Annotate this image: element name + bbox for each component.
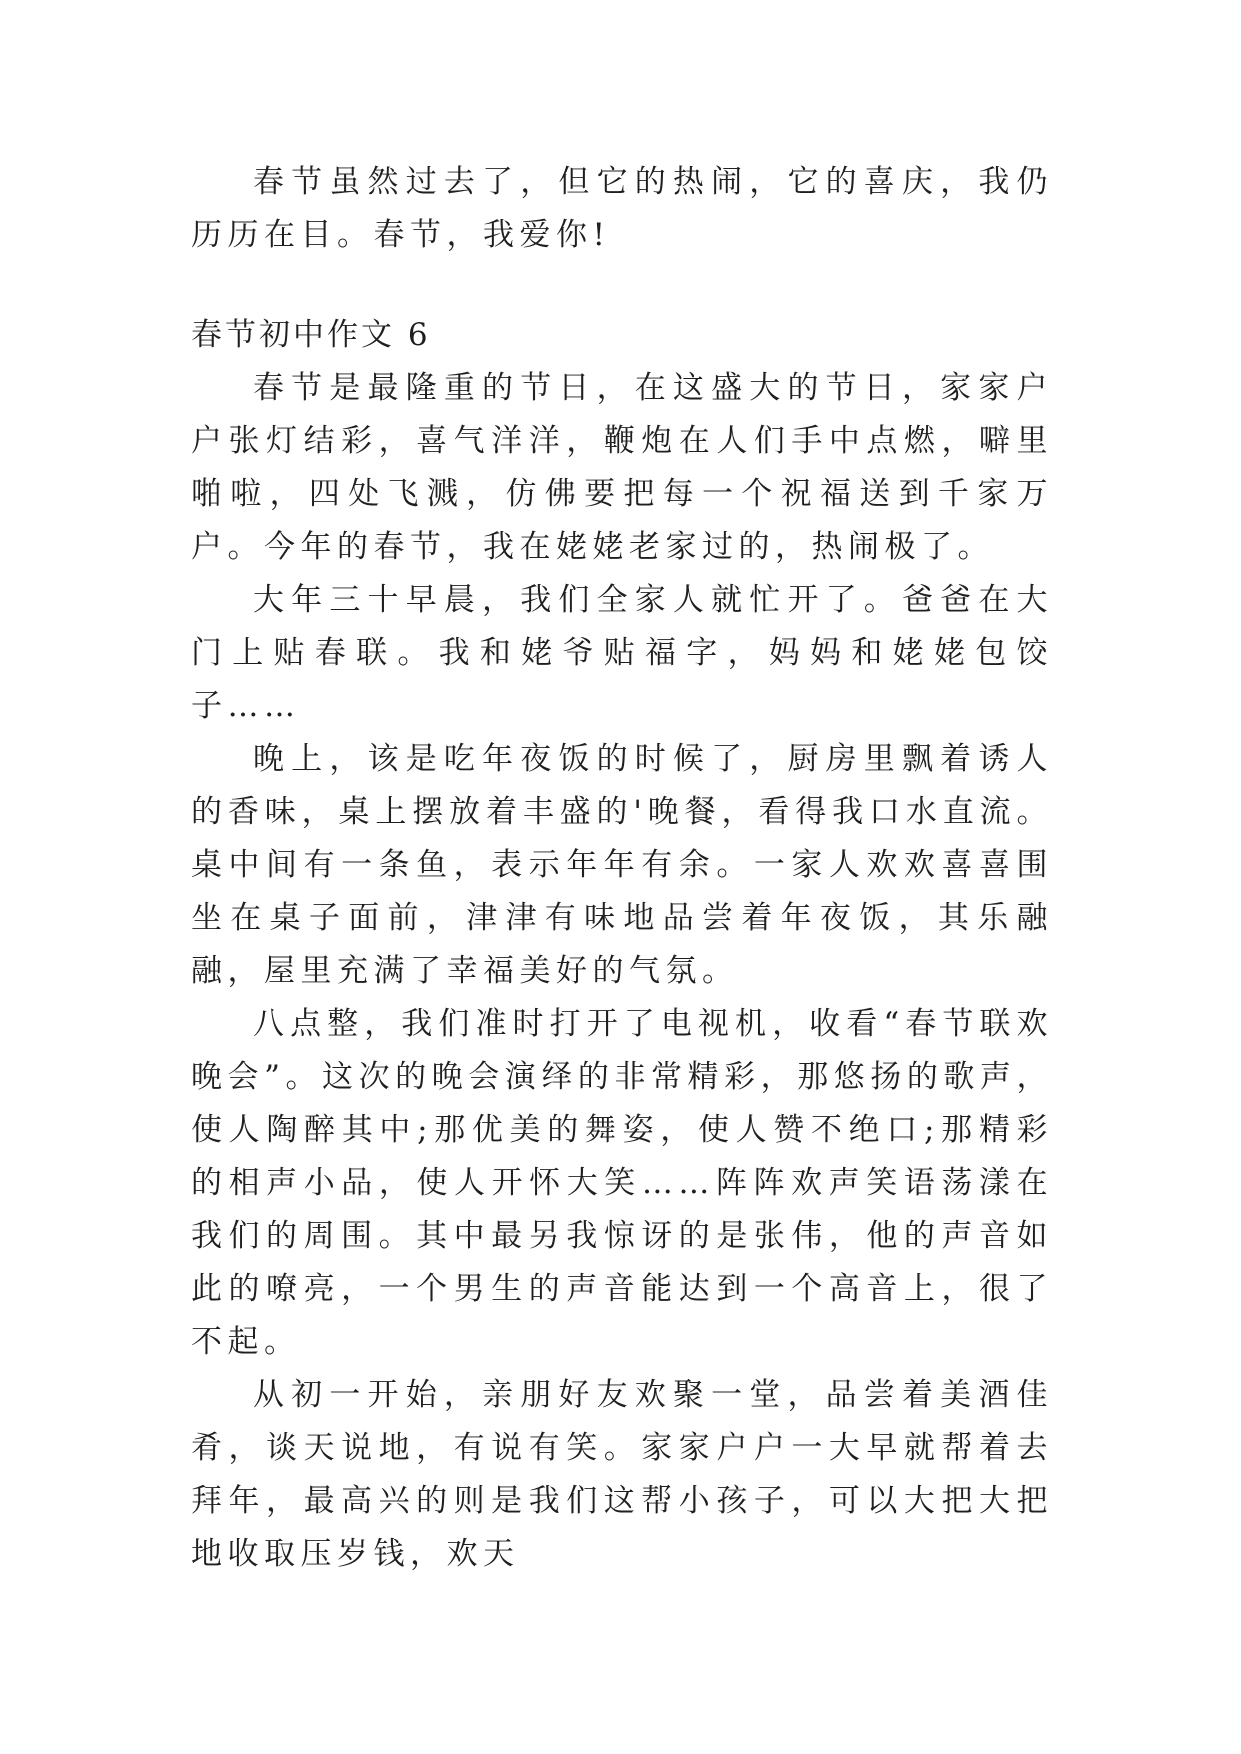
paragraph-3: 晚上，该是吃年夜饭的时候了，厨房里飘着诱人的香味，桌上摆放着丰盛的'晚餐，看得我口水直流。桌中间有一条鱼，表示年年有余。一家人欢欢喜喜围坐在桌子面前，津津有味地品尝着年夜饭，其乐融融，屋里充满了幸福美好的气氛。 bbox=[191, 741, 1053, 989]
document-body bbox=[191, 156, 1053, 1581]
intro-paragraph: 春节虽然过去了，但它的热闹，它的喜庆，我仍历历在目。春节，我爱你! bbox=[191, 164, 1053, 253]
paragraph-4: 八点整，我们准时打开了电视机，收看“春节联欢晚会”。这次的晚会演绎的非常精彩，那悠扬的歌声，使人陶醉其中;那优美的舞姿，使人赞不绝口;那精彩的相声小品，使人开怀大笑……阵阵欢声笑语荡漾在我们的周围。其中最另我惊讶的是张伟，他的声音如此的嘹亮，一个男生的声音能达到一个高音上，很了不起。 bbox=[191, 1006, 1053, 1360]
paragraph-2: 大年三十早晨，我们全家人就忙开了。爸爸在大门上贴春联。我和姥爷贴福字，妈妈和姥姥包饺子…… bbox=[191, 582, 1053, 724]
section-title: 春节初中作文 6 bbox=[191, 317, 431, 353]
paragraph-gap bbox=[191, 262, 1053, 309]
paragraph-5: 从初一开始，亲朋好友欢聚一堂，品尝着美酒佳肴，谈天说地，有说有笑。家家户户一大早就帮着去拜年，最高兴的则是我们这帮小孩子，可以大把大把地收取压岁钱，欢天 bbox=[191, 1377, 1053, 1572]
paragraph-1: 春节是最隆重的节日，在这盛大的节日，家家户户张灯结彩，喜气洋洋，鞭炮在人们手中点燃，噼里啪啦，四处飞溅，仿佛要把每一个祝福送到千家万户。今年的春节，我在姥姥老家过的，热闹极了。 bbox=[191, 370, 1053, 565]
